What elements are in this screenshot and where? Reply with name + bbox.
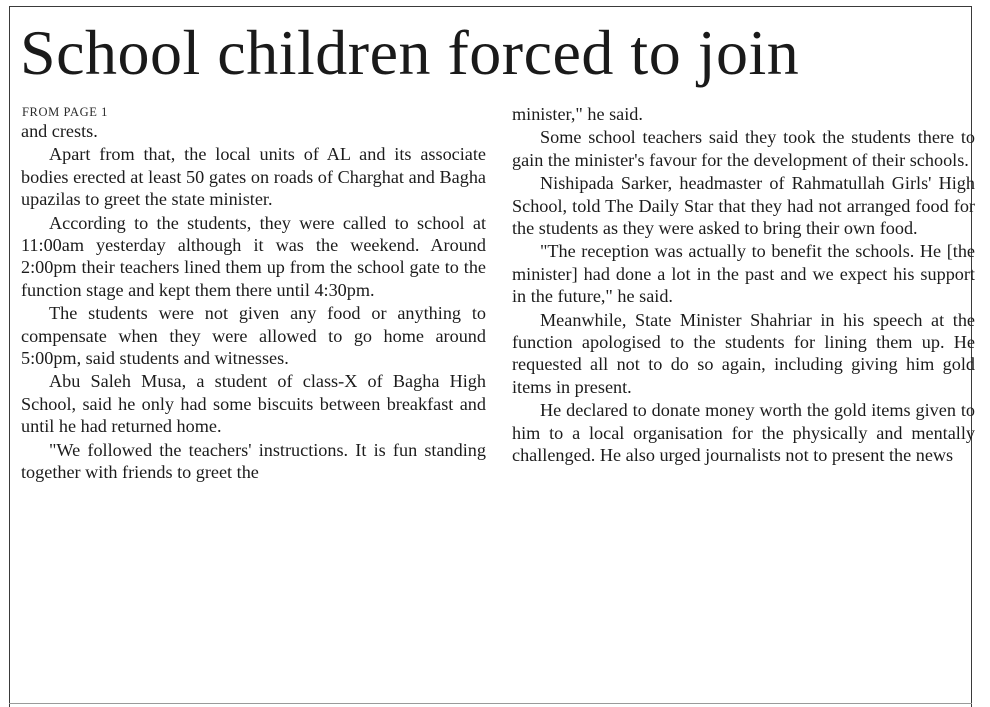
paragraph: Abu Saleh Musa, a student of class-X of Bagha High School, said he only had some biscuits between breakfast and until he had returned home. [21, 371, 486, 437]
continued-from-label: FROM PAGE 1 [22, 105, 109, 119]
frame-top-rule [9, 6, 972, 7]
paragraph: and crests. [21, 121, 98, 141]
frame-bottom-rule [9, 703, 972, 704]
paragraph: The students were not given any food or anything to compensate when they were allowed to go home around 5:00pm, said students and witnesses. [21, 303, 486, 369]
frame-left-rule [9, 6, 10, 707]
paragraph: Nishipada Sarker, headmaster of Rahmatullah Girls' High School, told The Daily Star that they had not arranged food for the students as they were asked to bring their own food. [512, 173, 975, 239]
paragraph: minister," he said. [512, 104, 643, 124]
paragraph: "The reception was actually to benefit the schools. He [the minister] had done a lot in the past and we expect his support in the future," he said. [512, 241, 975, 307]
paragraph: Meanwhile, State Minister Shahriar in his speech at the function apologised to the students for lining them up. He requested all not to do so again, including giving him gold items in present. [512, 309, 975, 397]
paragraph: According to the students, they were called to school at 11:00am yesterday although it was the weekend. Around 2:00pm their teachers lined them up from the school gate to the function stage and kept them there until 4:30pm. [21, 212, 486, 300]
paragraph: "We followed the teachers' instructions. It is fun standing together with friends to greet the [21, 439, 486, 483]
paragraph: He declared to donate money worth the gold items given to him to a local organisation for the physically and mentally challenged. He also urged journalists not to present the news [512, 400, 975, 466]
headline: School children forced to join [20, 17, 800, 88]
paragraph: Some school teachers said they took the students there to gain the minister's favour for the development of their schools. [512, 127, 975, 170]
paragraph: Apart from that, the local units of AL and its associate bodies erected at least 50 gates on roads of Charghat and Bagha upazilas to greet the state minister. [21, 144, 486, 210]
right-column [512, 103, 975, 467]
left-column [21, 104, 486, 484]
